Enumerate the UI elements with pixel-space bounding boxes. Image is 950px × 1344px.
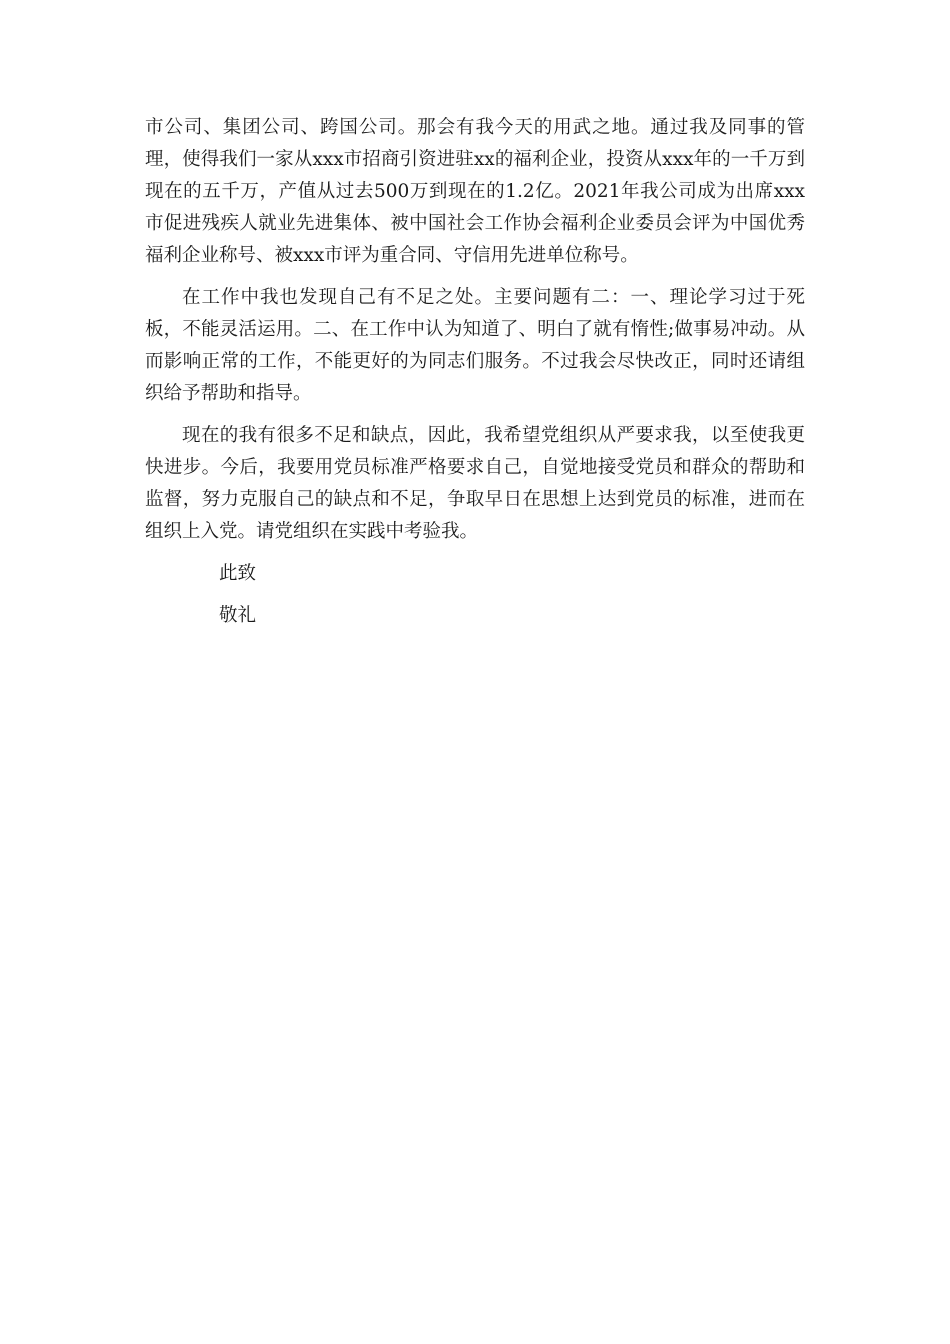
paragraph-commitment: 现在的我有很多不足和缺点，因此，我希望党组织从严要求我，以至使我更快进步。今后，我要用党员标准严格要求自己，自觉地接受党员和群众的帮助和监督，努力克服自己的缺点和不足，争取早日在思想上达到党员的标准，进而在组织上入党。请党组织在实践中考验我。 [145, 425, 805, 542]
closing-salutation: 此致 [219, 563, 257, 584]
document-body [145, 112, 805, 642]
paragraph-shortcomings: 在工作中我也发现自己有不足之处。主要问题有二：一、理论学习过于死板，不能灵活运用。二、在工作中认为知道了、明白了就有惰性;做事易冲动。从而影响正常的工作，不能更好的为同志们服务。不过我会尽快改正，同时还请组织给予帮助和指导。 [145, 287, 805, 404]
closing-regards: 敬礼 [219, 605, 257, 626]
paragraph-continuation: 市公司、集团公司、跨国公司。那会有我今天的用武之地。通过我及同事的管理，使得我们一家从xxx市招商引资进驻xx的福利企业，投资从xxx年的一千万到现在的五千万，产值从过去500万到现在的1.2亿。2021年我公司成为出席xxx市促进残疾人就业先进集体、被中国社会工作协会福利企业委员会评为中国优秀福利企业称号、被xxx市评为重合同、守信用先进单位称号。 [145, 117, 805, 266]
